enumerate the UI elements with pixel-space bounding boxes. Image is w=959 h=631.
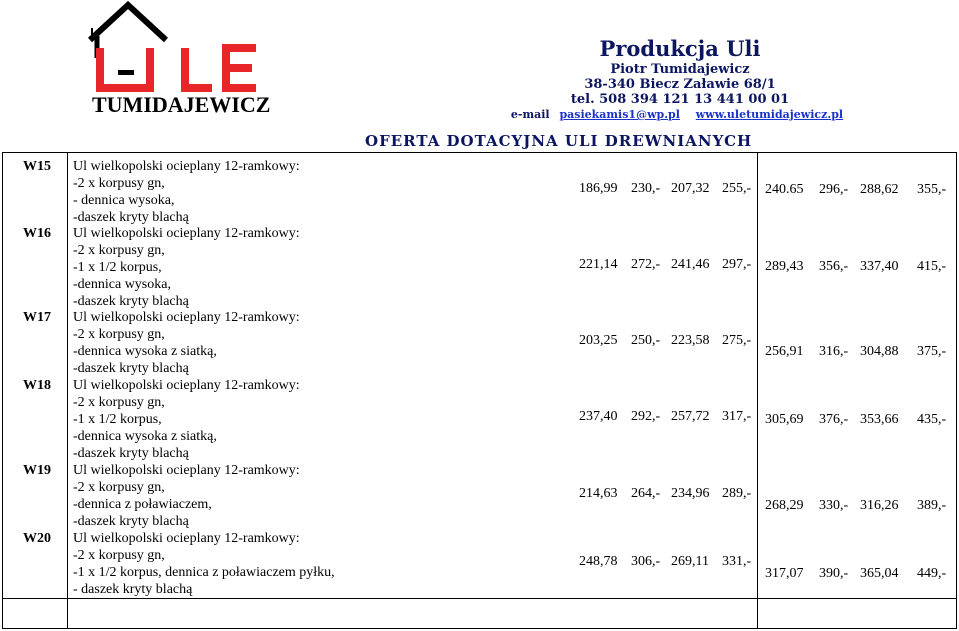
- description-line: -2 x korpusy gn,: [73, 548, 165, 563]
- row-code: W16: [23, 226, 51, 241]
- price-cell: 289,43: [765, 259, 804, 274]
- row-code: W19: [23, 463, 51, 478]
- description-line: -1 x 1/2 korpus,: [73, 412, 162, 427]
- price-cell: 390,-: [819, 566, 849, 581]
- description-line: -dennica wysoka,: [73, 277, 171, 292]
- price-cell: 237,40: [579, 409, 618, 424]
- description-line: -2 x korpusy gn,: [73, 243, 165, 258]
- price-cell: 186,99: [579, 181, 618, 196]
- price-cell: 207,32: [671, 181, 710, 196]
- row-description: [73, 309, 300, 377]
- price-cell: 306,-: [631, 554, 661, 569]
- price-cell: 288,62: [860, 182, 899, 197]
- price-cell: 268,29: [765, 498, 804, 513]
- price-cell: 275,-: [722, 333, 752, 348]
- email-link[interactable]: pasiekamis1@wp.pl: [559, 108, 680, 121]
- price-cell: 297,-: [722, 257, 752, 272]
- price-cell: 376,-: [819, 412, 849, 427]
- price-cell: 356,-: [819, 259, 849, 274]
- description-line: Ul wielkopolski ocieplany 12-ramkowy:: [73, 378, 300, 393]
- description-line: -1 x 1/2 korpus, dennica z poławiaczem pyłku,: [73, 565, 335, 580]
- description-line: -dennica wysoka z siatką,: [73, 344, 217, 359]
- description-line: Ul wielkopolski ocieplany 12-ramkowy:: [73, 310, 300, 325]
- price-cell: 337,40: [860, 259, 899, 274]
- description-line: -daszek kryty blachą: [73, 514, 189, 529]
- description-line: -2 x korpusy gn,: [73, 176, 165, 191]
- description-line: -daszek kryty blachą: [73, 446, 189, 461]
- row-code: W20: [23, 531, 51, 546]
- price-cell: 241,46: [671, 257, 710, 272]
- price-cell: 272,-: [631, 257, 661, 272]
- description-line: -daszek kryty blachą: [73, 294, 189, 309]
- description-line: Ul wielkopolski ocieplany 12-ramkowy:: [73, 226, 300, 241]
- price-table: [2, 152, 957, 629]
- price-cell: 317,07: [765, 566, 804, 581]
- price-cell: 221,14: [579, 257, 618, 272]
- column-divider: [67, 153, 68, 628]
- row-code: W15: [23, 159, 51, 174]
- price-cell: 305,69: [765, 412, 804, 427]
- row-description: [73, 158, 300, 226]
- price-cell: 365,04: [860, 566, 899, 581]
- row-code: W17: [23, 310, 51, 325]
- price-cell: 269,11: [671, 554, 709, 569]
- row-code: W18: [23, 378, 51, 393]
- brand-logo: [80, 0, 280, 125]
- price-cell: 317,-: [722, 409, 752, 424]
- row-description: [73, 225, 300, 310]
- company-owner: Piotr Tumidajewicz: [610, 62, 750, 77]
- price-cell: 250,-: [631, 333, 661, 348]
- description-line: - daszek kryty blachą: [73, 582, 193, 597]
- price-cell: 389,-: [917, 498, 947, 513]
- price-cell: 353,66: [860, 412, 899, 427]
- price-cell: 240.65: [765, 182, 804, 197]
- price-cell: 415,-: [917, 259, 947, 274]
- row-description: [73, 530, 335, 598]
- price-cell: 316,26: [860, 498, 899, 513]
- description-line: -daszek kryty blachą: [73, 361, 189, 376]
- contact-line: [470, 107, 890, 123]
- price-cell: 234,96: [671, 486, 710, 501]
- price-cell: 375,-: [917, 344, 947, 359]
- company-title: Produkcja Uli: [599, 36, 761, 61]
- company-address: 38-340 Biecz Załawie 68/1: [584, 77, 776, 92]
- price-cell: 255,-: [722, 181, 752, 196]
- price-cell: 256,91: [765, 344, 804, 359]
- house-logo-icon: [80, 0, 280, 100]
- description-line: -1 x 1/2 korpus,: [73, 260, 162, 275]
- price-cell: 223,58: [671, 333, 710, 348]
- description-line: - dennica wysoka,: [73, 193, 175, 208]
- price-cell: 296,-: [819, 182, 849, 197]
- row-description: [73, 377, 300, 462]
- price-cell: 214,63: [579, 486, 618, 501]
- offer-title: OFERTA DOTACYJNA ULI DREWNIANYCH: [365, 132, 753, 150]
- website-link[interactable]: www.uletumidajewicz.pl: [695, 108, 844, 121]
- row-divider: [3, 598, 956, 599]
- column-divider: [757, 153, 758, 628]
- price-cell: 355,-: [917, 182, 947, 197]
- price-cell: 230,-: [631, 181, 661, 196]
- description-line: -dennica wysoka z siatką,: [73, 429, 217, 444]
- price-cell: 248,78: [579, 554, 618, 569]
- price-cell: 292,-: [631, 409, 661, 424]
- price-cell: 304,88: [860, 344, 899, 359]
- price-cell: 257,72: [671, 409, 710, 424]
- price-cell: 330,-: [819, 498, 849, 513]
- price-cell: 331,-: [722, 554, 752, 569]
- price-cell: 264,-: [631, 486, 661, 501]
- price-cell: 316,-: [819, 344, 849, 359]
- company-phone: tel. 508 394 121 13 441 00 01: [570, 92, 790, 107]
- description-line: Ul wielkopolski ocieplany 12-ramkowy:: [73, 463, 300, 478]
- company-header: [470, 36, 890, 123]
- description-line: -dennica z poławiaczem,: [73, 497, 212, 512]
- brand-name: TUMIDAJEWICZ: [92, 92, 271, 117]
- description-line: Ul wielkopolski ocieplany 12-ramkowy:: [73, 159, 300, 174]
- row-description: [73, 462, 300, 530]
- price-cell: 203,25: [579, 333, 618, 348]
- description-line: Ul wielkopolski ocieplany 12-ramkowy:: [73, 531, 300, 546]
- price-cell: 435,-: [917, 412, 947, 427]
- description-line: -2 x korpusy gn,: [73, 480, 165, 495]
- price-cell: 449,-: [917, 566, 947, 581]
- price-cell: 289,-: [722, 486, 752, 501]
- description-line: -daszek kryty blachą: [73, 210, 189, 225]
- email-label: e-mail: [510, 108, 550, 121]
- description-line: -2 x korpusy gn,: [73, 327, 165, 342]
- description-line: -2 x korpusy gn,: [73, 395, 165, 410]
